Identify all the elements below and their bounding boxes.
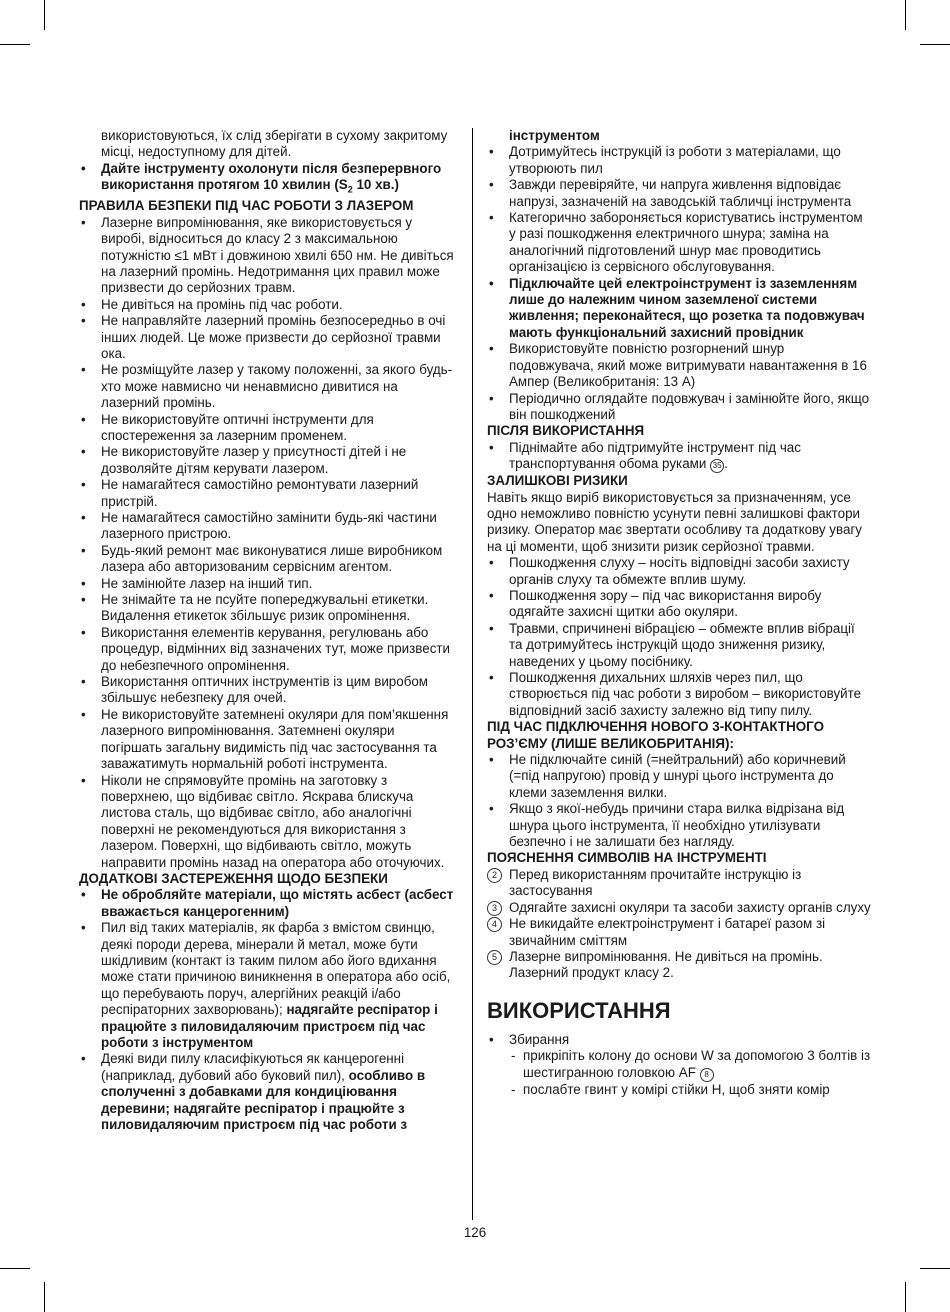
assembly-step: - прикріпіть колону до основи W за допомогою 3 болтів із шестигранною головкою AF 8	[509, 1048, 871, 1081]
power-item: • Дотримуйтесь інструкцій із роботи з матеріалами, що утворюють пил	[487, 144, 871, 177]
column-divider	[472, 128, 473, 1220]
crop-mark-bottom-left	[44, 1282, 45, 1312]
laser-item: • Використання елементів керування, регулювань або процедур, відмінних від зазначених тут, може призвести до небезпечного опромінення.	[79, 625, 457, 674]
laser-item: • Не розміщуйте лазер у такому положенні, за якого будь-хто може навмисно чи ненавмисно дивитися на лазерний промінь.	[79, 362, 457, 411]
plug-item: • Не підключайте синій (=нейтральний) або коричневий (=під напругою) провід у шнурі цього інструмента до клеми заземлення вилки.	[487, 752, 871, 801]
residual-item: • Травми, спричинені вібрацією – обмежте вплив вібрації та дотримуйтесь інструкцій щодо зниження ризику, наведених у цьому посібнику.	[487, 621, 871, 670]
extra-heading: ДОДАТКОВІ ЗАСТЕРЕЖЕННЯ ЩОДО БЕЗПЕКИ	[79, 870, 388, 886]
crop-mark-bottom-left-h	[0, 1268, 30, 1269]
symbol-number-icon: 5	[487, 950, 502, 965]
after-item: • Піднімайте або підтримуйте інструмент під час транспортування обома руками 35 .	[487, 440, 871, 473]
laser-item: • Не знімайте та не псуйте попереджувальні етикетки. Видалення етикеток збільшує ризик опромінення.	[79, 592, 457, 625]
symbol-item	[487, 867, 871, 900]
symbol-text: Не викидайте електроінструмент і батареї разом зі звичайним сміттям	[509, 916, 826, 948]
laser-heading: ПРАВИЛА БЕЗПЕКИ ПІД ЧАС РОБОТИ З ЛАЗЕРОМ	[79, 198, 414, 214]
after-heading: ПІСЛЯ ВИКОРИСТАННЯ	[487, 423, 645, 439]
usage-title: ВИКОРИСТАННЯ	[487, 997, 671, 1023]
power-list	[487, 144, 871, 275]
symbol-item	[487, 900, 871, 916]
residual-item: • Пошкодження зору – під час використання виробу одягайте захисні щитки або окуляри.	[487, 588, 871, 621]
earth-item: • Підключайте цей електроінструмент із заземленням лише до належним чином заземленої системи живлення; переконайтеся, що розетка та подовжувач мають функціональний захисний провідник	[487, 276, 871, 342]
laser-item: • Не намагайтеся самостійно ремонтувати лазерний пристрій.	[79, 477, 457, 510]
symbol-item	[487, 916, 871, 949]
laser-item: • Не використовуйте лазер у присутності дітей і не дозволяйте дітям керувати лазером.	[79, 444, 457, 477]
assembly-steps	[509, 1048, 871, 1098]
laser-item: • Ніколи не спрямовуйте промінь на заготовку з поверхнею, що відбиває світло. Яскрава блискуча листова сталь, що відбиває світло, або аналогічні поверхні не рекомендуються для використання з лазером. Поверхні, що відбивають світло, можуть направити промінь назад на оператора або оточуючих.	[79, 773, 457, 871]
laser-item: • Лазерне випромінювання, яке використовується у виробі, відноситься до класу 2 з максимальною потужністю ≤1 мВт і довжиною хвилі 650 нм. Не дивіться на лазерний промінь. Недотримання цих правил може призвести до серйозних травм.	[79, 215, 457, 297]
crop-mark-top-right-h	[920, 44, 950, 45]
laser-item: • Не використовуйте оптичні інструменти для спостереження за лазерним променем.	[79, 412, 457, 445]
laser-item: • Не замінюйте лазер на інший тип.	[79, 576, 457, 592]
symbols-list	[487, 867, 871, 982]
extension-item: • Використовуйте повністю розгорнений шнур подовжувача, який може витримувати навантаження в 16 Ампер (Великобританія: 13 А)	[487, 341, 871, 390]
plug-heading: ПІД ЧАС ПІДКЛЮЧЕННЯ НОВОГО 3-КОНТАКТНОГО РОЗ’ЄМУ (ЛИШЕ ВЕЛИКОБРИТАНІЯ):	[487, 719, 825, 751]
crop-mark-top-left-h	[0, 44, 30, 45]
laser-item: • Не направляйте лазерний промінь безпосередньо в очі інших людей. Це може призвести до серйозної травми ока.	[79, 313, 457, 362]
extra-list	[79, 887, 457, 1133]
power-item: • Категорично забороняється користуватись інструментом у разі пошкодження електричного шнура; заміна на аналогічний підготовлений шнур має проводитись організацією із сервісного обслуговування.	[487, 210, 871, 276]
laser-item: • Не дивіться на промінь під час роботи.	[79, 297, 457, 313]
symbol-number-icon: 2	[487, 868, 502, 883]
after-list	[487, 440, 871, 473]
right-column	[487, 128, 871, 1098]
crop-mark-top-right	[905, 0, 906, 30]
earth-list	[487, 276, 871, 342]
plug-item: • Якщо з якої-небудь причини стара вилка відрізана від шнура цього інструмента, її необхідно утилізувати безпечно і не залишати без нагляду.	[487, 801, 871, 850]
intro-text: використовуються, їх слід зберігати в сухому закритому місці, недоступному для дітей.	[101, 128, 448, 160]
page-number: 126	[463, 1225, 487, 1240]
assembly-step: - послабте гвинт у комірі стійки H, щоб зняти комір	[509, 1082, 871, 1098]
crop-mark-bottom-right-h	[920, 1268, 950, 1269]
dust-item-1: • Пил від таких матеріалів, як фарба з вмістом свинцю, деякі породи дерева, мінерали й метал, може бути шкідливим (контакт із таким пилом або його вдихання може стати причиною виникнення в оператора або осіб, що перебувають поруч, алергійних реакцій і/або респіраторних захворювань); надягайте респіратор і працюйте з пиловидаляючим пристроєм під час роботи з інструментом	[79, 920, 457, 1051]
cool-bullet: • Дайте інструменту охолонути після безперервного використання протягом 10 хвилин ($S_2$ 10 хв.)	[79, 161, 457, 198]
residual-text: Навіть якщо виріб використовується за призначенням, усе одно неможливо повністю усунути певні залишкові фактори ризику. Оператор має звертати особливу та додаткову увагу на ці моменти, щоб знизити ризик серйозної травми.	[487, 489, 862, 554]
symbol-text: Перед використанням прочитайте інструкцію із застосування	[509, 866, 802, 899]
laser-item: • Будь-який ремонт має виконуватися лише виробником лазера або авторизованим сервісним агентом.	[79, 543, 457, 576]
symbol-number-icon: 4	[487, 917, 502, 932]
plug-list	[487, 752, 871, 850]
symbol-text: Одягайте захисні окуляри та засоби захисту органів слуху	[509, 899, 871, 915]
carry-text: інструментом	[509, 128, 600, 143]
laser-list	[79, 215, 457, 871]
dust-item-2: • Деякі види пилу класифікуються як канцерогенні (наприклад, дубовий або буковий пил), особливо в сполученні з добавками для кондиціювання деревини; надягайте респіратор і працюйте з пиловидаляючим пристроєм під час роботи з	[79, 1051, 457, 1133]
power-item: • Завжди перевіряйте, чи напруга живлення відповідає напрузі, зазначеній на заводській табличці інструмента	[487, 177, 871, 210]
residual-item: • Пошкодження слуху – носіть відповідні засоби захисту органів слуху та обмежте вплив шуму.	[487, 555, 871, 588]
ref-number-icon: 8	[700, 1068, 714, 1082]
symbol-number-icon: 3	[487, 901, 502, 916]
residual-item: • Пошкодження дихальних шляхів через пил, що створюється під час роботи з виробом – використовуйте відповідний засіб захисту залежно від типу пилу.	[487, 670, 871, 719]
extension-list	[487, 341, 871, 423]
laser-item: • Не намагайтеся самостійно замінити будь-які частини лазерного пристрою.	[79, 510, 457, 543]
left-column	[79, 128, 457, 1133]
cool-list	[79, 161, 457, 198]
crop-mark-top-left	[44, 0, 45, 30]
residual-list	[487, 555, 871, 719]
extension-item: • Періодично оглядайте подовжувач і замінюйте його, якщо він пошкоджений	[487, 391, 871, 424]
residual-heading: ЗАЛИШКОВІ РИЗИКИ	[487, 473, 628, 489]
ref-number-icon: 35	[710, 459, 724, 473]
assembly-list	[487, 1032, 871, 1098]
symbol-item	[487, 949, 871, 982]
asbestos-item: • Не обробляйте матеріали, що містять асбест (асбест вважається канцерогенним)	[79, 887, 457, 920]
symbol-text: Лазерне випромінювання. Не дивіться на промінь. Лазерний продукт класу 2.	[509, 948, 823, 981]
laser-item: • Не використовуйте затемнені окуляри для пом’якшення лазерного випромінювання. Затемнені окуляри погіршать загальну видимість під час застосування та заважатимуть нормальній роботі інструмента.	[79, 707, 457, 773]
symbols-heading: ПОЯСНЕННЯ СИМВОЛІВ НА ІНСТРУМЕНТІ	[487, 850, 767, 866]
laser-item: • Використання оптичних інструментів із цим виробом збільшує небезпеку для очей.	[79, 674, 457, 707]
assembly-item: • Збирання - прикріпіть колону до основи W за допомогою 3 болтів із шестигранною головкою AF 8 - послабте гвинт у комірі стійки H, щоб зняти комір	[487, 1032, 871, 1098]
crop-mark-bottom-right	[905, 1282, 906, 1312]
